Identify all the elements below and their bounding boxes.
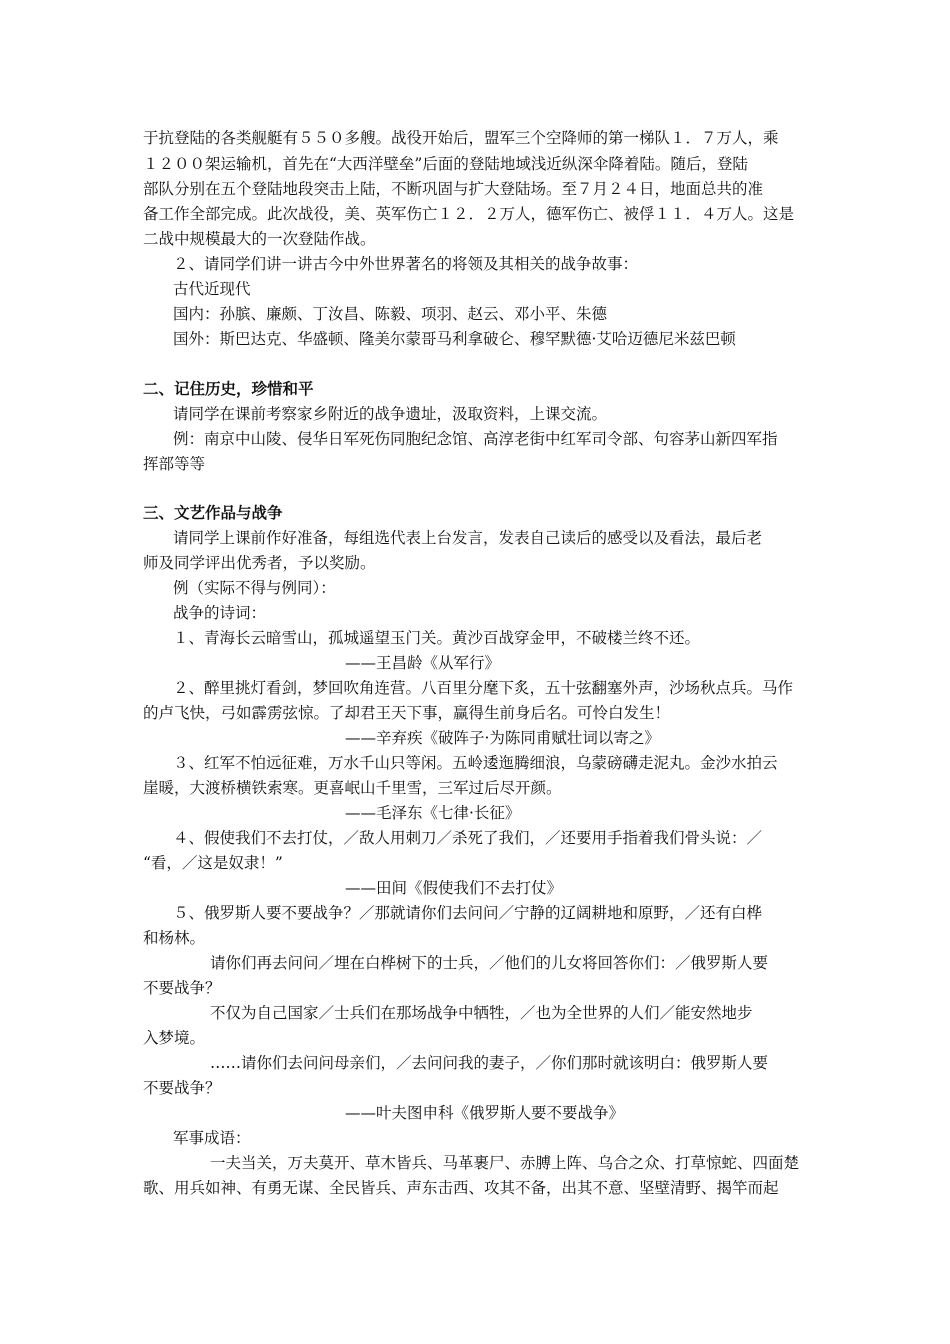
poem-1-source: ——王昌龄《从军行》 bbox=[345, 654, 501, 672]
poem-5-source: ——叶夫图申科《俄罗斯人要不要战争》 bbox=[345, 1104, 625, 1122]
poem-5-stanza-2-cont: 不要战争？ bbox=[143, 979, 221, 997]
section-2-heading: 二、记住历史，珍惜和平 bbox=[143, 380, 314, 398]
poem-5-stanza-3-cont: 入梦境。 bbox=[143, 1029, 206, 1047]
foreign-generals: 国外：斯巴达克、华盛顿、隆美尔蒙哥马利拿破仑、穆罕默德·艾哈迈德尼米兹巴顿 bbox=[173, 330, 736, 348]
poem-5-stanza-4-cont: 不要战争？ bbox=[143, 1079, 221, 1097]
idioms-list: 一夫当关，万夫莫开、草木皆兵、马革裹尸、赤膊上阵、乌合之众、打草惊蛇、四面楚 bbox=[210, 1154, 800, 1172]
paragraph-line: 二战中规模最大的一次登陆作战。 bbox=[143, 230, 376, 248]
poem-3-source: ——毛泽东《七律·长征》 bbox=[345, 804, 521, 822]
poem-5-stanza-4: ……请你们去问问母亲们，／去问问我的妻子，／你们那时就该明白：俄罗斯人要 bbox=[210, 1054, 769, 1072]
poem-2-cont: 的卢飞快，弓如霹雳弦惊。了却君王天下事，赢得生前身后名。可怜白发生！ bbox=[143, 704, 671, 722]
idioms-list-cont: 歌、用兵如神、有勇无谋、全民皆兵、声东击西、攻其不备，出其不意、坚壁清野、揭竿而起 bbox=[143, 1179, 779, 1197]
section-3-paragraph: 请同学上课前作好准备，每组选代表上台发言，发表自己读后的感受以及看法，最后老 bbox=[173, 529, 763, 547]
poem-1: １、青海长云暗雪山，孤城遥望玉门关。黄沙百战穿金甲，不破楼兰终不还。 bbox=[173, 629, 701, 647]
poem-4: ４、假使我们不去打仗，／敌人用刺刀／杀死了我们，／还要用手指着我们骨头说：／ bbox=[173, 829, 763, 847]
poem-3-cont: 崖暖，大渡桥横铁索寒。更喜岷山千里雪，三军过后尽开颜。 bbox=[143, 779, 562, 797]
poem-3: ３、红军不怕远征难，万水千山只等闲。五岭逶迤腾细浪，乌蒙磅礴走泥丸。金沙水拍云 bbox=[173, 754, 778, 772]
poem-5-stanza-3: 不仅为自己国家／士兵们在那场战争中牺牲，／也为全世界的人们／能安然地步 bbox=[210, 1004, 753, 1022]
paragraph-line: 部队分别在五个登陆地段突击上陆，不断巩固与扩大登陆场。至７月２４日，地面总共的准 bbox=[143, 180, 764, 198]
poem-5-stanza-2: 请你们再去问问／埋在白桦树下的士兵，／他们的儿女将回答你们：／俄罗斯人要 bbox=[210, 954, 769, 972]
poem-4-source: ——田间《假使我们不去打仗》 bbox=[345, 879, 563, 897]
section-3-heading: 三、文艺作品与战争 bbox=[143, 504, 283, 522]
poem-2-source: ——辛弃疾《破阵子·为陈同甫赋壮词以寄之》 bbox=[345, 729, 660, 747]
poem-5: ５、俄罗斯人要不要战争？／那就请你们去问问／宁静的辽阔耕地和原野，／还有白桦 bbox=[173, 904, 763, 922]
section-2-paragraph: 请同学在课前考察家乡附近的战争遗址，汲取资料，上课交流。 bbox=[173, 405, 608, 423]
paragraph-line: 于抗登陆的各类舰艇有５５０多艘。战役开始后，盟军三个空降师的第一梯队１．７万人，乘 bbox=[143, 129, 779, 147]
paragraph-line: １２００架运输机，首先在“大西洋壁垒”后面的登陆地域浅近纵深伞降着陆。随后，登陆 bbox=[143, 155, 748, 173]
section-2-example-cont: 挥部等等 bbox=[143, 455, 206, 473]
domestic-generals: 国内：孙膑、廉颇、丁汝昌、陈毅、项羽、赵云、邓小平、朱德 bbox=[173, 305, 608, 323]
poems-label: 战争的诗词： bbox=[173, 604, 267, 622]
question-2: ２、请同学们讲一讲古今中外世界著名的将领及其相关的战争故事： bbox=[173, 255, 639, 273]
poem-2: ２、醉里挑灯看剑，梦回吹角连营。八百里分麾下炙，五十弦翻塞外声，沙场秋点兵。马作 bbox=[173, 679, 794, 697]
example-note: 例（实际不得与例同）： bbox=[173, 579, 336, 597]
poem-4-cont: “看，／这是奴隶！” bbox=[143, 854, 283, 872]
section-2-example: 例：南京中山陵、侵华日军死伤同胞纪念馆、高淳老街中红军司令部、句容茅山新四军指 bbox=[173, 430, 778, 448]
section-3-paragraph-cont: 师及同学评出优秀者，予以奖励。 bbox=[143, 554, 376, 572]
paragraph-line: 备工作全部完成。此次战役，美、英军伤亡１２．２万人，德军伤亡、被俘１１．４万人。这是 bbox=[143, 205, 795, 223]
idioms-label: 军事成语： bbox=[173, 1129, 251, 1147]
poem-5-cont: 和杨林。 bbox=[143, 929, 206, 947]
era-label: 古代近现代 bbox=[173, 280, 251, 298]
